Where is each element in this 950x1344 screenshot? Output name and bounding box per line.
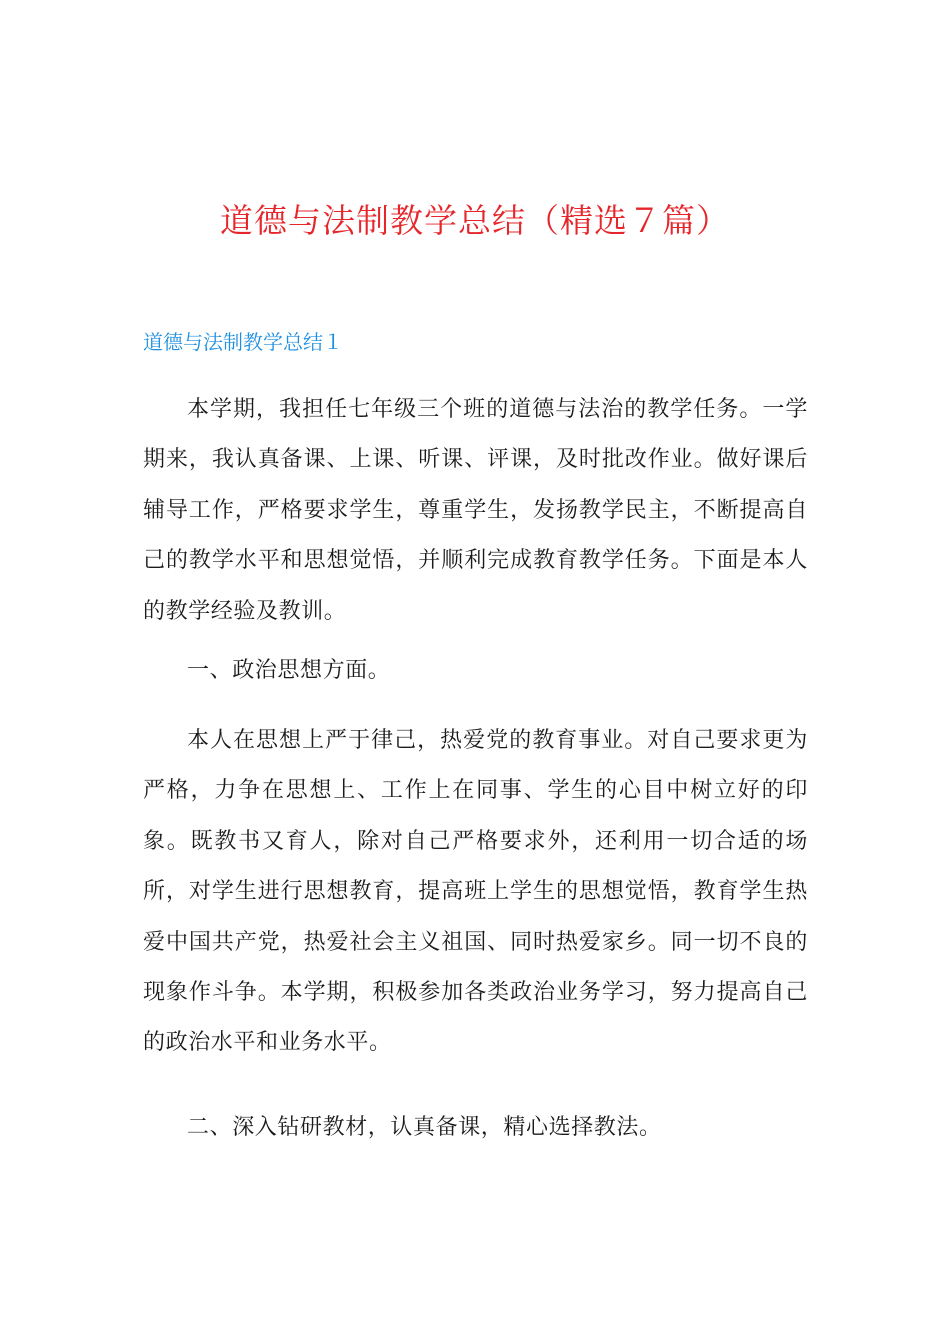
- document-title: 道德与法制教学总结（精选７篇）: [220, 201, 730, 240]
- paragraph-heading-political-thought: 一、政治思想方面。: [187, 658, 391, 683]
- paragraph-intro: 本学期，我担任七年级三个班的道德与法治的教学任务。一学期来，我认真备课、上课、听课、评课，及时批改作业。做好课后辅导工作，严格要求学生，尊重学生，发扬教学民主，不断提高自己的教学水平和思想觉悟，并顺利完成教育教学任务。下面是本人的教学经验及教训。: [143, 397, 808, 624]
- section-heading: 道德与法制教学总结１: [143, 330, 343, 354]
- paragraph-political-thought: 本人在思想上严于律己，热爱党的教育事业。对自己要求更为严格，力争在思想上、工作上在同事、学生的心目中树立好的印象。既教书又育人，除对自己严格要求外，还利用一切合适的场所，对学生进行思想教育，提高班上学生的思想觉悟，教育学生热爱中国共产党，热爱社会主义祖国、同时热爱家乡。同一切不良的现象作斗争。本学期，积极参加各类政治业务学习，努力提高自己的政治水平和业务水平。: [143, 728, 808, 1056]
- paragraph-heading-textbook-study: 二、深入钻研教材，认真备课，精心选择教法。: [187, 1115, 662, 1140]
